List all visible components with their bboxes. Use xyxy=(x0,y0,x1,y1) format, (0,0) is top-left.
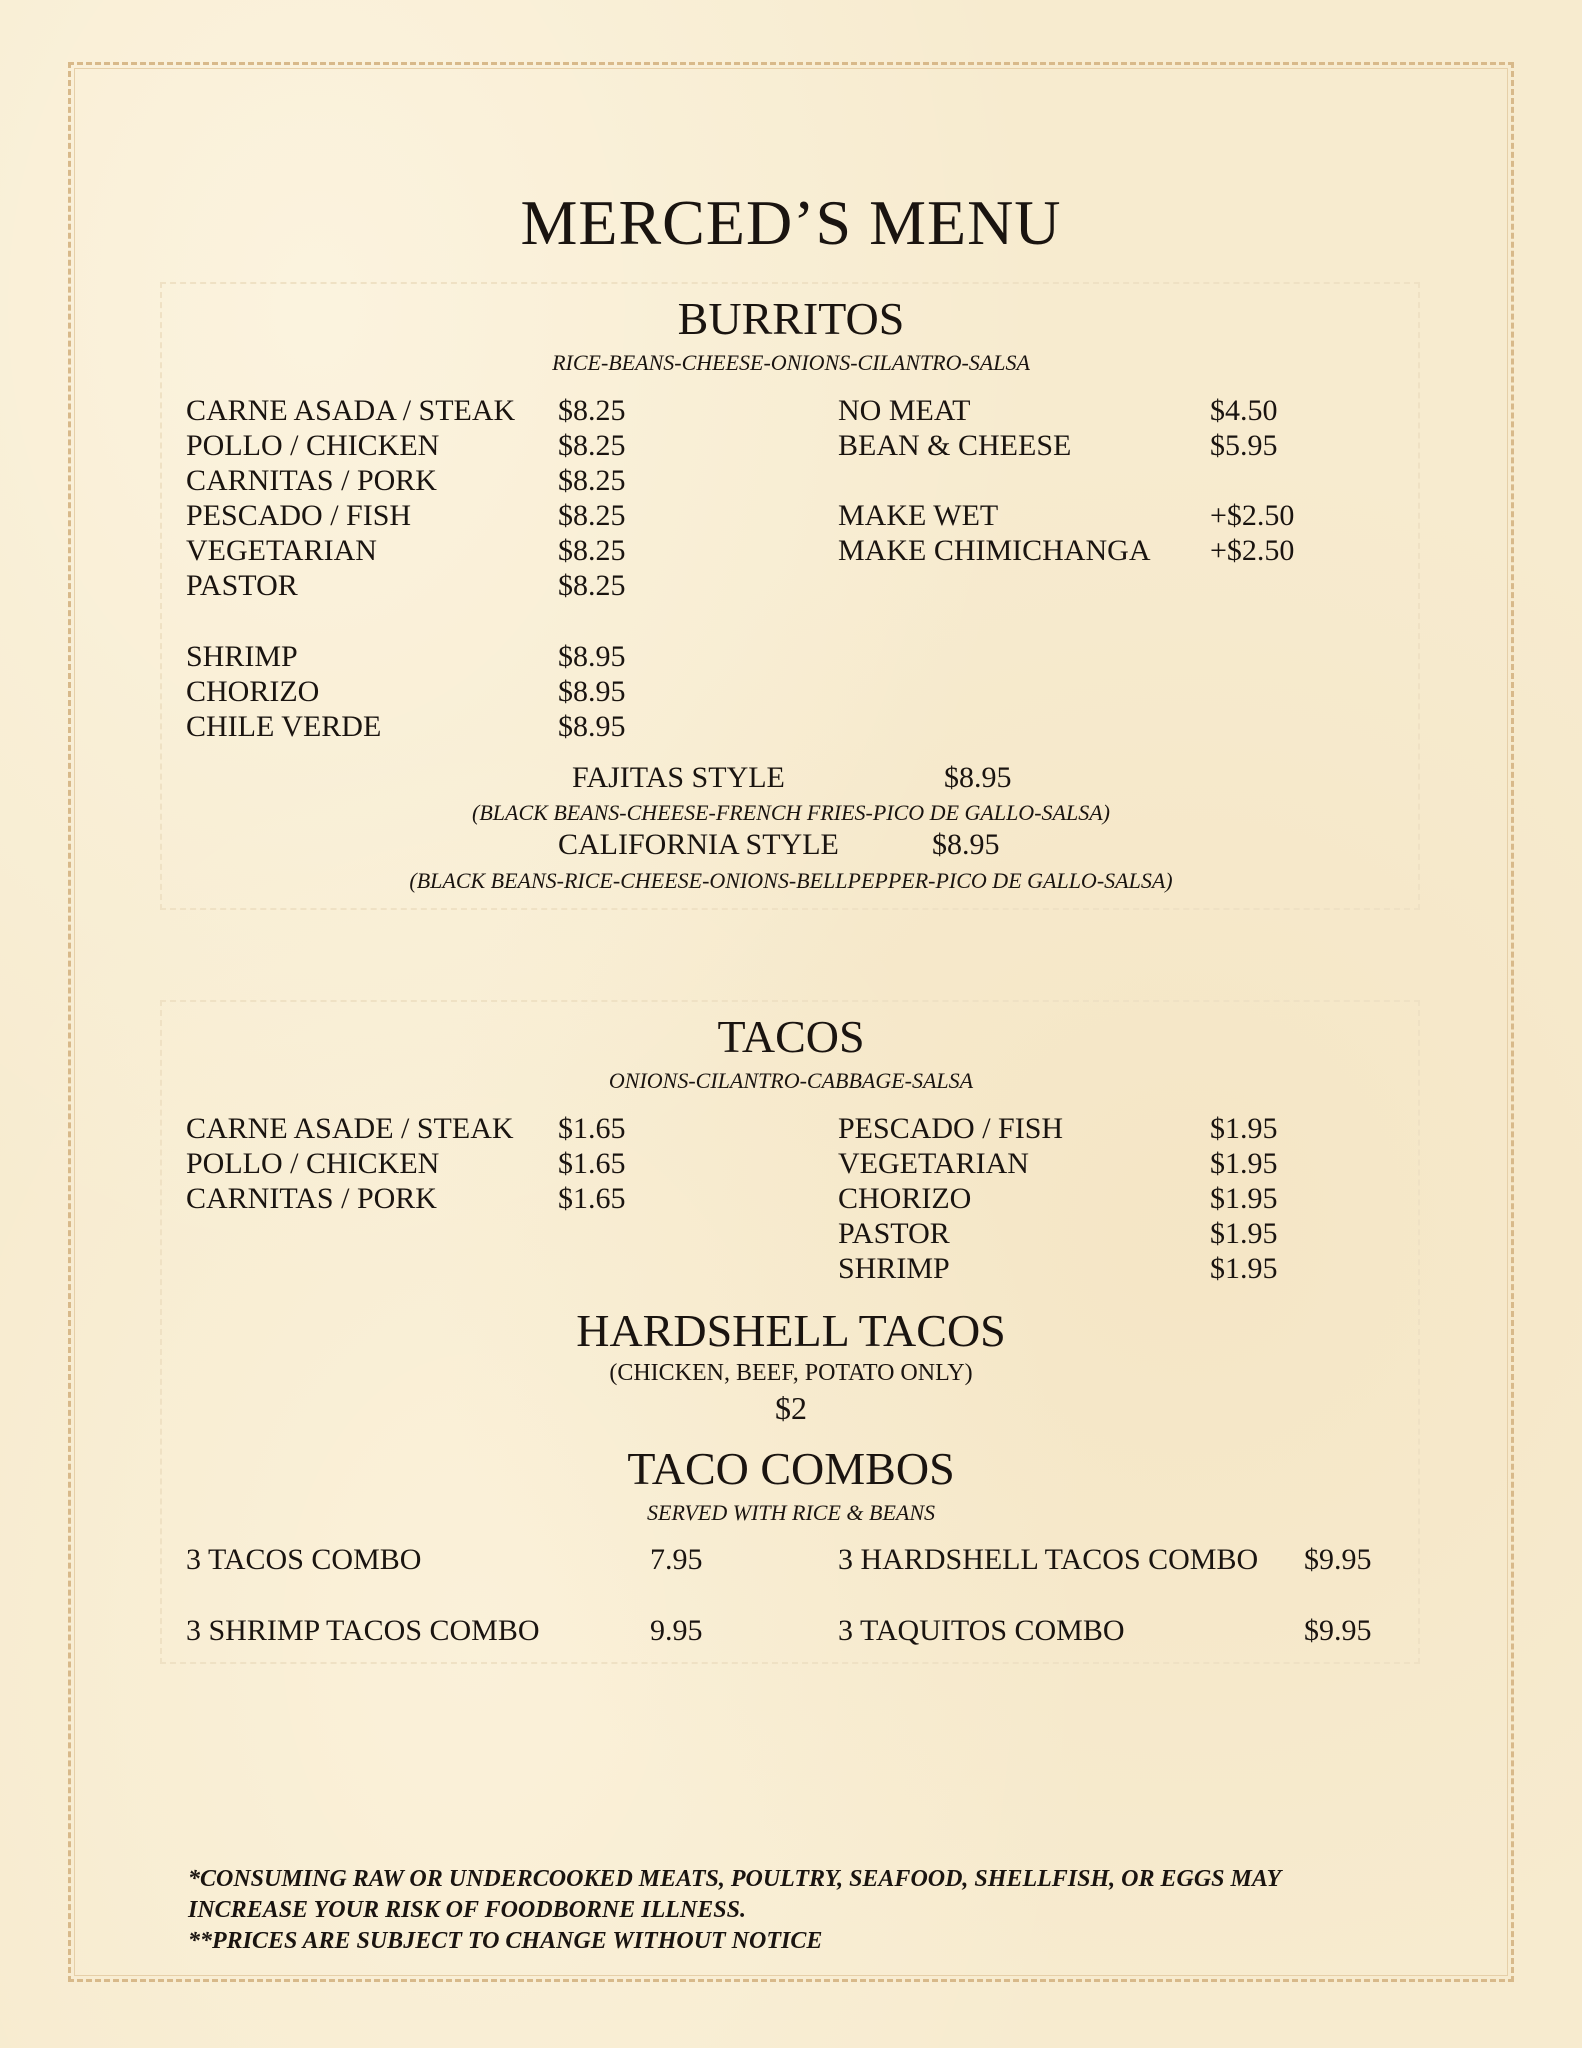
menu-item-name: NO MEAT xyxy=(838,394,971,427)
menu-item-price: $8.25 xyxy=(558,464,626,497)
fajitas-style-name: FAJITAS STYLE xyxy=(572,761,785,794)
menu-item-name: VEGETARIAN xyxy=(186,534,377,567)
menu-item-name: PASTOR xyxy=(838,1217,950,1250)
menu-item-price: +$2.50 xyxy=(1210,534,1295,567)
menu-item-price: $8.95 xyxy=(558,710,626,743)
hardshell-price: $2 xyxy=(775,1390,807,1426)
combo-price: 9.95 xyxy=(650,1614,703,1647)
combo-price: $9.95 xyxy=(1304,1614,1372,1647)
burritos-heading: BURRITOS xyxy=(677,293,905,344)
fajitas-style-note: (BLACK BEANS-CHEESE-FRENCH FRIES-PICO DE GALLO-SALSA) xyxy=(472,800,1110,825)
combo-name: 3 TAQUITOS COMBO xyxy=(838,1614,1125,1647)
menu-item-name: PESCADO / FISH xyxy=(186,499,412,532)
menu-item-price: $1.95 xyxy=(1210,1147,1278,1180)
tacos-subtitle: ONIONS-CILANTRO-CABBAGE-SALSA xyxy=(608,1068,974,1093)
menu-item-price: $5.95 xyxy=(1210,429,1278,462)
tacos-heading: TACOS xyxy=(717,1011,865,1062)
menu-item-name: SHRIMP xyxy=(838,1252,950,1285)
california-style-price: $8.95 xyxy=(932,828,1000,861)
menu-item-price: $1.95 xyxy=(1210,1182,1278,1215)
menu-item-name: CHORIZO xyxy=(186,675,320,708)
combo-price: 7.95 xyxy=(650,1543,703,1576)
combo-name: 3 SHRIMP TACOS COMBO xyxy=(186,1614,540,1647)
menu-item-price: $1.95 xyxy=(1210,1252,1278,1285)
combos-subtitle: SERVED WITH RICE & BEANS xyxy=(647,1500,935,1525)
menu-item-name: CHILE VERDE xyxy=(186,710,382,743)
menu-item-price: +$2.50 xyxy=(1210,499,1295,532)
menu-item-price: $8.25 xyxy=(558,499,626,532)
combo-name: 3 TACOS COMBO xyxy=(186,1543,422,1576)
hardshell-heading: HARDSHELL TACOS xyxy=(576,1305,1006,1356)
menu-item-name: CARNE ASADE / STEAK xyxy=(186,1112,514,1145)
menu-item-price: $8.25 xyxy=(558,429,626,462)
menu-item-price: $1.95 xyxy=(1210,1112,1278,1145)
fajitas-style-price: $8.95 xyxy=(944,761,1012,794)
california-style-name: CALIFORNIA STYLE xyxy=(558,828,839,861)
disclaimer-line-3: **PRICES ARE SUBJECT TO CHANGE WITHOUT NOTICE xyxy=(188,1928,823,1954)
menu-item-price: $8.25 xyxy=(558,569,626,602)
combos-heading: TACO COMBOS xyxy=(627,1443,955,1494)
menu-item-name: POLLO / CHICKEN xyxy=(186,1147,440,1180)
menu-item-price: $8.25 xyxy=(558,394,626,427)
menu-item-price: $1.95 xyxy=(1210,1217,1278,1250)
menu-item-name: CHORIZO xyxy=(838,1182,972,1215)
california-style-note: (BLACK BEANS-RICE-CHEESE-ONIONS-BELLPEPPER-PICO DE GALLO-SALSA) xyxy=(409,868,1173,893)
menu-item-name: MAKE WET xyxy=(838,499,999,532)
menu-item-price: $8.25 xyxy=(558,534,626,567)
menu-item-price: $8.95 xyxy=(558,675,626,708)
menu-item-name: POLLO / CHICKEN xyxy=(186,429,440,462)
menu-item-price: $8.95 xyxy=(558,640,626,673)
menu-item-price: $4.50 xyxy=(1210,394,1278,427)
burritos-subtitle: RICE-BEANS-CHEESE-ONIONS-CILANTRO-SALSA xyxy=(552,350,1030,375)
menu-item-price: $1.65 xyxy=(558,1182,626,1215)
menu-item-name: CARNITAS / PORK xyxy=(186,464,437,497)
menu-item-name: BEAN & CHEESE xyxy=(838,429,1072,462)
menu-item-name: PESCADO / FISH xyxy=(838,1112,1064,1145)
menu-item-price: $1.65 xyxy=(558,1112,626,1145)
menu-item-name: CARNITAS / PORK xyxy=(186,1182,437,1215)
combo-price: $9.95 xyxy=(1304,1543,1372,1576)
disclaimer-line-1: *CONSUMING RAW OR UNDERCOOKED MEATS, POULTRY, SEAFOOD, SHELLFISH, OR EGGS MAY xyxy=(188,1866,1282,1892)
menu-title: MERCED’S MENU xyxy=(520,187,1062,258)
menu-item-name: PASTOR xyxy=(186,569,298,602)
combo-name: 3 HARDSHELL TACOS COMBO xyxy=(838,1543,1259,1576)
menu-item-name: VEGETARIAN xyxy=(838,1147,1029,1180)
menu-item-name: MAKE CHIMICHANGA xyxy=(838,534,1151,567)
menu-item-price: $1.65 xyxy=(558,1147,626,1180)
menu-item-name: SHRIMP xyxy=(186,640,298,673)
menu-item-name: CARNE ASADA / STEAK xyxy=(186,394,516,427)
disclaimer-line-2: INCREASE YOUR RISK OF FOODBORNE ILLNESS. xyxy=(188,1897,746,1923)
hardshell-note: (CHICKEN, BEEF, POTATO ONLY) xyxy=(609,1360,973,1386)
